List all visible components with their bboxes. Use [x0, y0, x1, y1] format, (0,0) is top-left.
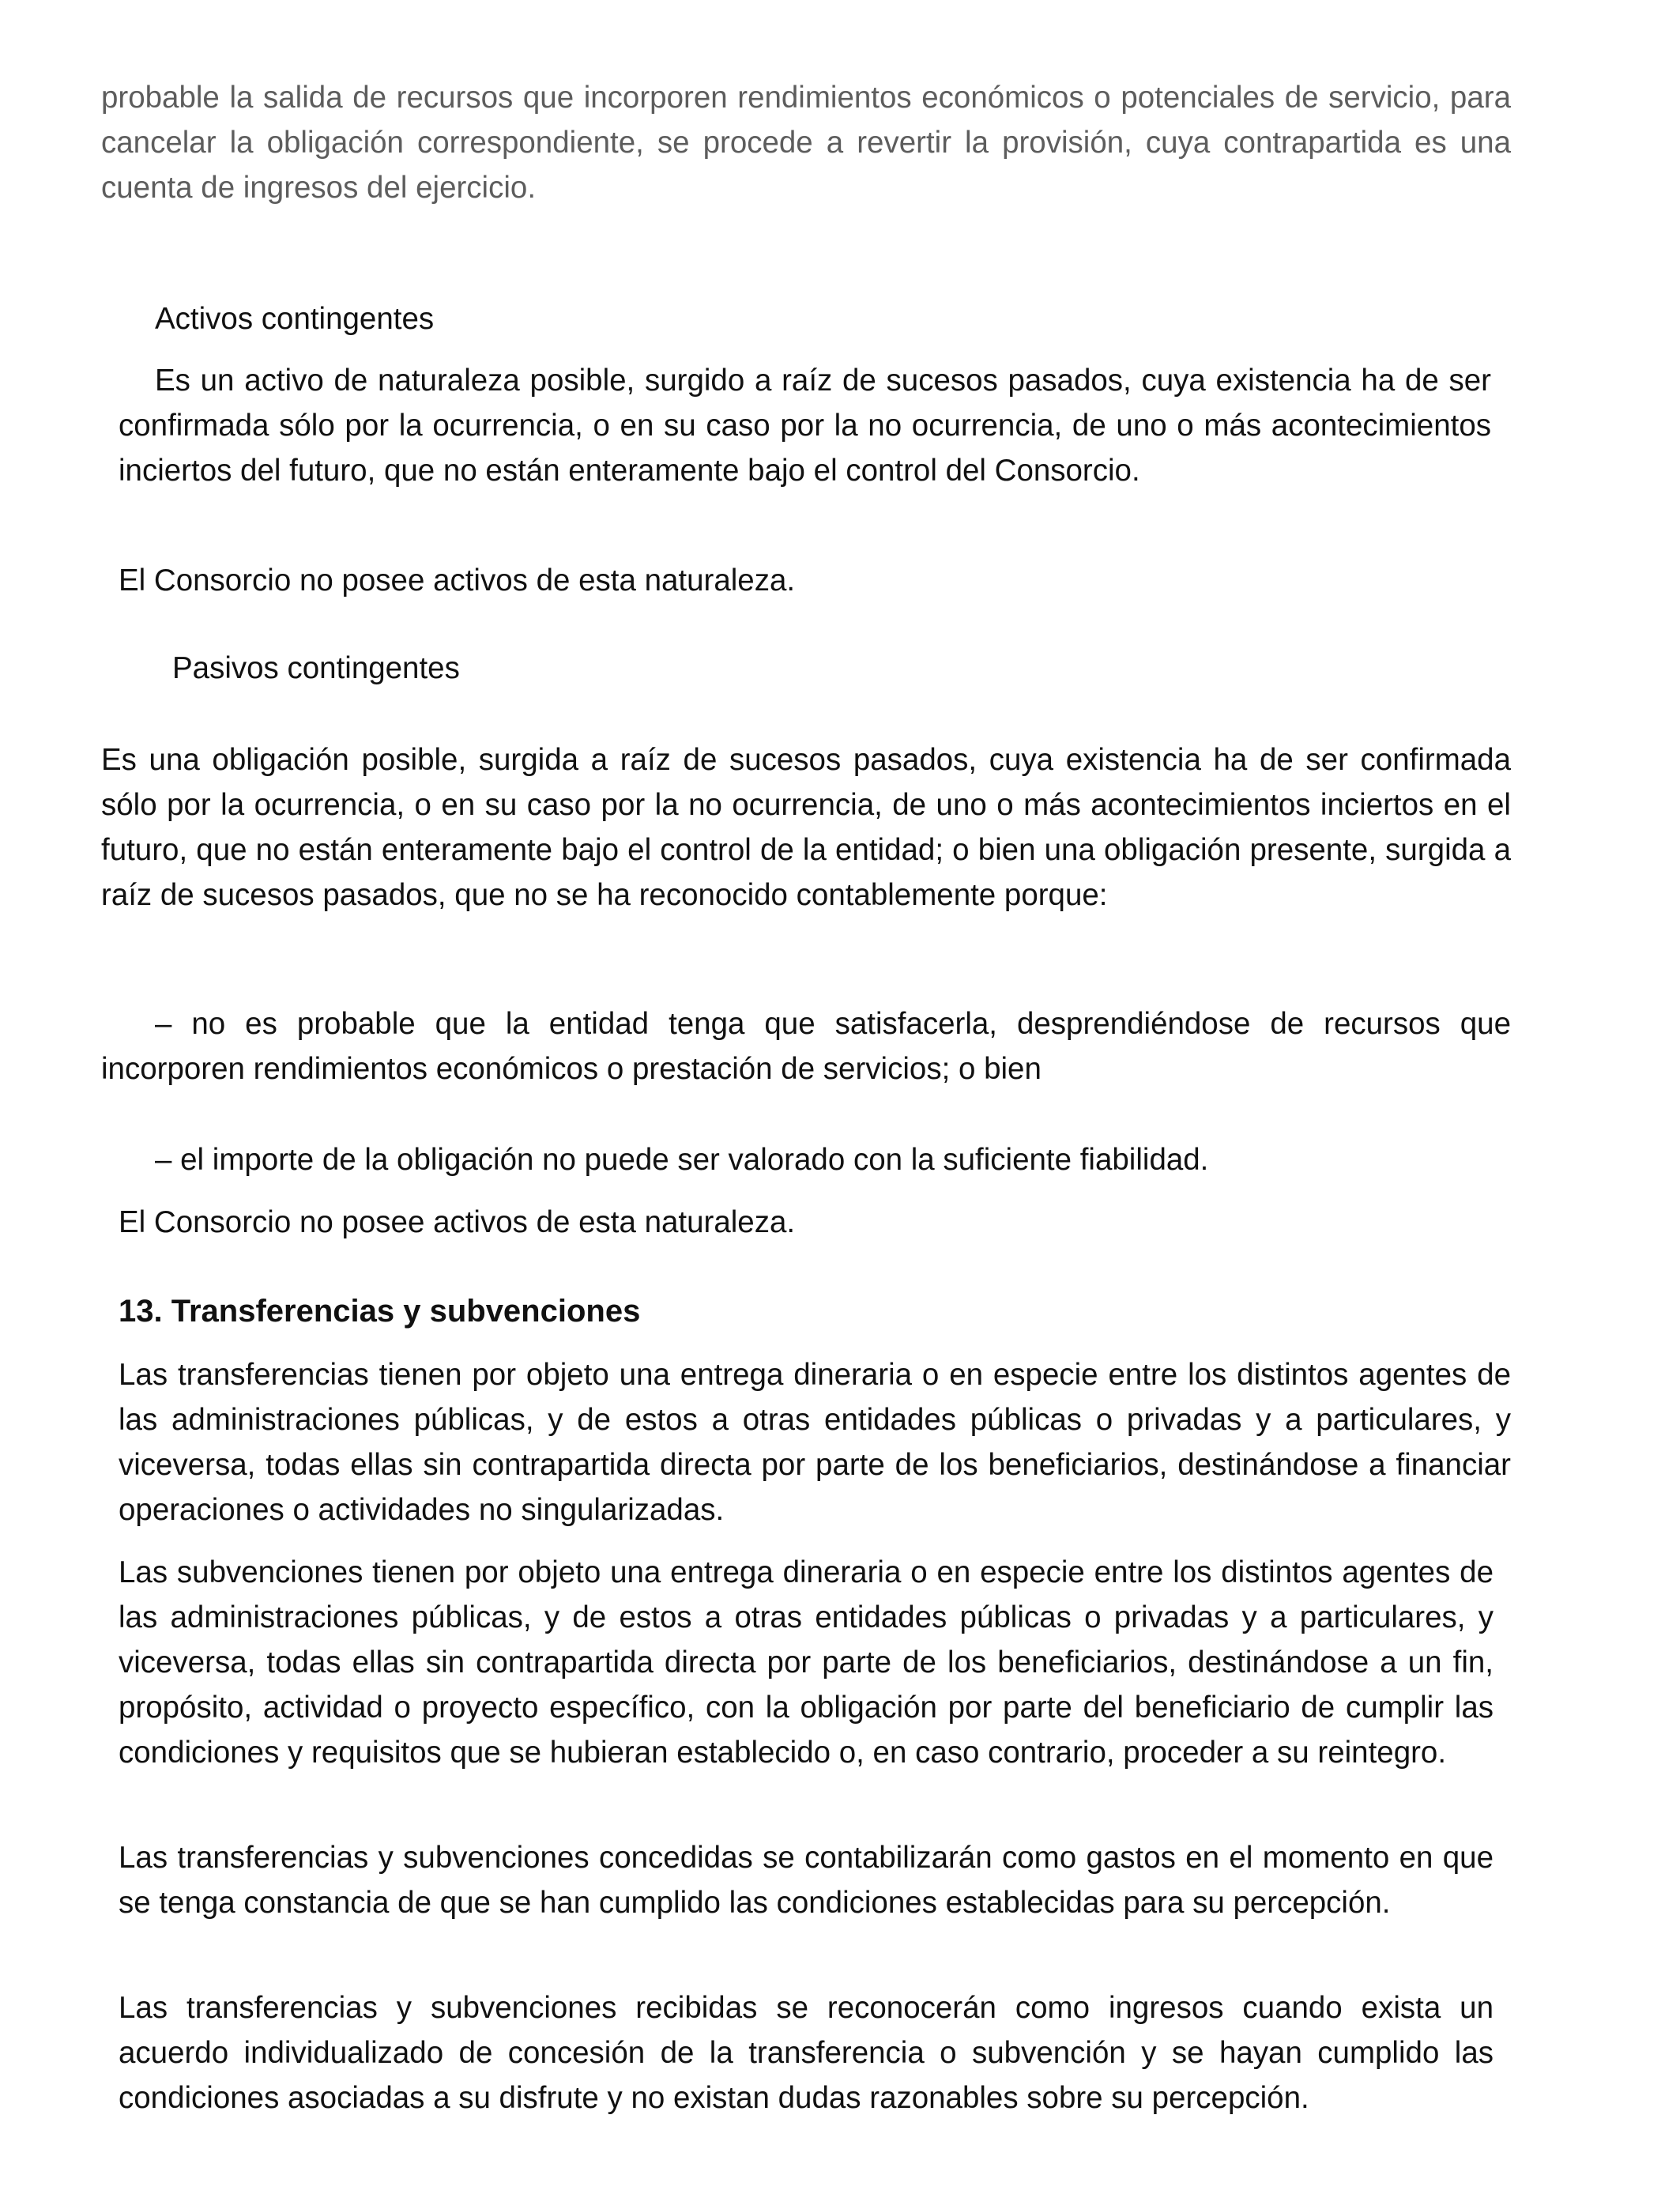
section-13-paragraph-4: Las transferencias y subvenciones recibidas se reconocerán como ingresos cuando exista un acuerdo individualizado de concesión de la transferencia o subvención y se hayan cumplido las condiciones asociadas a su disfrute y no existan dudas razonables sobre su percepción. [119, 1991, 1494, 2115]
intro-paragraph: probable la salida de recursos que incorporen rendimientos económicos o potenciales de servicio, para cancelar la obligación correspondiente, se procede a revertir la provisión, cuya contrapartida es una cuenta de ingresos del ejercicio. [101, 81, 1511, 205]
section-13-paragraph-3: Las transferencias y subvenciones concedidas se contabilizarán como gastos en el momento en que se tenga constancia de que se han cumplido las condiciones establecidas para su percepción. [119, 1841, 1494, 1920]
pasivos-contingentes-heading: Pasivos contingentes [172, 651, 460, 685]
pasivos-contingentes-statement: El Consorcio no posee activos de esta naturaleza. [119, 1205, 796, 1239]
pasivos-contingentes-item-1: – no es probable que la entidad tenga que satisfacerla, desprendiéndose de recursos que incorporen rendimientos económicos o prestación de servicios; o bien [101, 1007, 1511, 1086]
pasivos-contingentes-definition: Es una obligación posible, surgida a raíz de sucesos pasados, cuya existencia ha de ser confirmada sólo por la ocurrencia, o en su caso por la no ocurrencia, de uno o más acontecimientos inciertos en el futuro, que no están enteramente bajo el control de la entidad; o bien una obligación presente, surgida a raíz de sucesos pasados, que no se ha reconocido contablemente porque: [101, 743, 1511, 912]
section-13-paragraph-1: Las transferencias tienen por objeto una entrega dineraria o en especie entre los distintos agentes de las administraciones públicas, y de estos a otras entidades públicas o privadas y a particulares, y viceversa, todas ellas sin contrapartida directa por parte de los beneficiarios, destinándose a financiar operaciones o actividades no singularizadas. [119, 1358, 1511, 1527]
activos-contingentes-definition: Es un activo de naturaleza posible, surgido a raíz de sucesos pasados, cuya existencia ha de ser confirmada sólo por la ocurrencia, o en su caso por la no ocurrencia, de uno o más acontecimientos inciertos del futuro, que no están enteramente bajo el control del Consorcio. [119, 364, 1491, 488]
section-13-paragraph-2: Las subvenciones tienen por objeto una entrega dineraria o en especie entre los distintos agentes de las administraciones públicas, y de estos a otras entidades públicas o privadas y a particulares, y viceversa, todas ellas sin contrapartida directa por parte de los beneficiarios, destinándose a un fin, propósito, actividad o proyecto específico, con la obligación por parte del beneficiario de cumplir las condiciones y requisitos que se hubieran establecido o, en caso contrario, proceder a su reintegro. [119, 1555, 1494, 1770]
activos-contingentes-heading: Activos contingentes [155, 302, 435, 336]
activos-contingentes-statement: El Consorcio no posee activos de esta naturaleza. [119, 564, 796, 598]
pasivos-contingentes-item-2: – el importe de la obligación no puede ser valorado con la suficiente fiabilidad. [155, 1143, 1209, 1177]
section-13-title: 13. Transferencias y subvenciones [119, 1294, 641, 1329]
